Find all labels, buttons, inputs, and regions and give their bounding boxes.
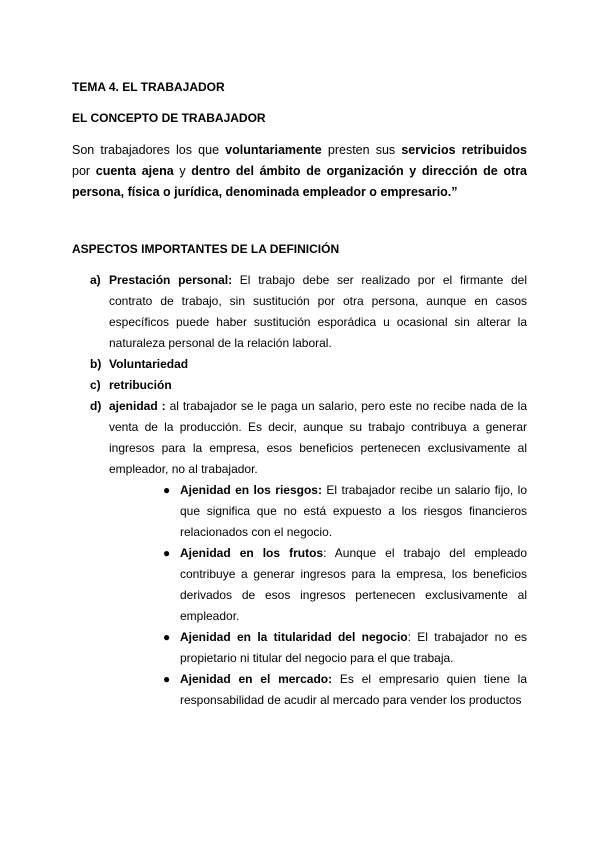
intro-text-3: por [72, 164, 96, 178]
bullet-icon: ● [163, 672, 171, 686]
list-marker: d) [90, 399, 102, 413]
sublist-item-label: Ajenidad en el mercado: [180, 672, 333, 686]
list-marker: c) [90, 378, 101, 392]
intro-text-1: Son trabajadores los que [72, 143, 226, 157]
sublist-item-text: Es el empresario quien tiene la responsabilidad de acudir al mercado para vender los productos [180, 672, 528, 707]
intro-bold-1: voluntariamente [225, 143, 322, 157]
section-subtitle: EL CONCEPTO DE TRABAJADOR [72, 111, 266, 125]
sublist-item [163, 480, 527, 543]
sublist-item-label: Ajenidad en los riesgos: [180, 483, 322, 497]
list-item-text: El trabajo debe ser realizado por el firmante del contrato de trabajo, sin sustitución por otra persona, aunque en casos específicos puede haber sustitución esporádica u ocasional sin alterar la naturaleza personal de la relación laboral. [109, 273, 527, 350]
definition-paragraph [72, 140, 527, 203]
bullet-icon: ● [163, 630, 171, 644]
list-item-label: ajenidad : [109, 399, 166, 413]
intro-bold-4: dentro del ámbito de organización y dirección de otra persona, física o jurídica, denominada empleador o empresario.” [72, 164, 528, 199]
list-item-label: Voluntariedad [109, 357, 189, 371]
aspects-heading: ASPECTOS IMPORTANTES DE LA DEFINICIÓN [72, 242, 340, 256]
sublist-item [163, 669, 527, 711]
sublist-item [163, 627, 527, 669]
intro-text-4: y [173, 164, 192, 178]
sublist-item-text: : El trabajador no es propietario ni titular del negocio para el que trabaja. [180, 630, 527, 665]
list-item-text: al trabajador se le paga un salario, pero este no recibe nada de la venta de la producción. Es decir, aunque su trabajo contribuya a generar ingresos para la empresa, esos beneficios pertenecen exclusivamente al empleador, no al trabajador. [109, 399, 528, 476]
sublist-item-label: Ajenidad en los frutos [180, 546, 324, 560]
sublist-item-label: Ajenidad en la titularidad del negocio [180, 630, 408, 644]
list-marker: b) [90, 357, 102, 371]
list-item-label: retribución [109, 378, 172, 392]
sublist-item-text: El trabajador recibe un salario fijo, lo que significa que no está expuesto a los riesgos financieros relacionados con el negocio. [180, 483, 528, 539]
list-marker: a) [90, 273, 101, 287]
sublist-item [163, 543, 527, 627]
list-item-label: Prestación personal: [109, 273, 233, 287]
intro-text-2: presten sus [321, 143, 402, 157]
ajenidad-sublist [163, 480, 527, 711]
bullet-icon: ● [163, 546, 171, 560]
list-item [90, 396, 527, 480]
list-item [90, 270, 527, 354]
list-item [90, 375, 527, 396]
intro-bold-3: cuenta ajena [95, 164, 174, 178]
bullet-icon: ● [163, 483, 171, 497]
list-item [90, 354, 527, 375]
page-title: TEMA 4. EL TRABAJADOR [72, 80, 225, 94]
aspects-list [90, 270, 527, 480]
sublist-item-text: : Aunque el trabajo del empleado contribuye a generar ingresos para la empresa, los beneficios derivados de esos ingresos pertenecen exclusivamente al empleador. [180, 546, 528, 623]
intro-bold-2: servicios retribuidos [401, 143, 527, 157]
